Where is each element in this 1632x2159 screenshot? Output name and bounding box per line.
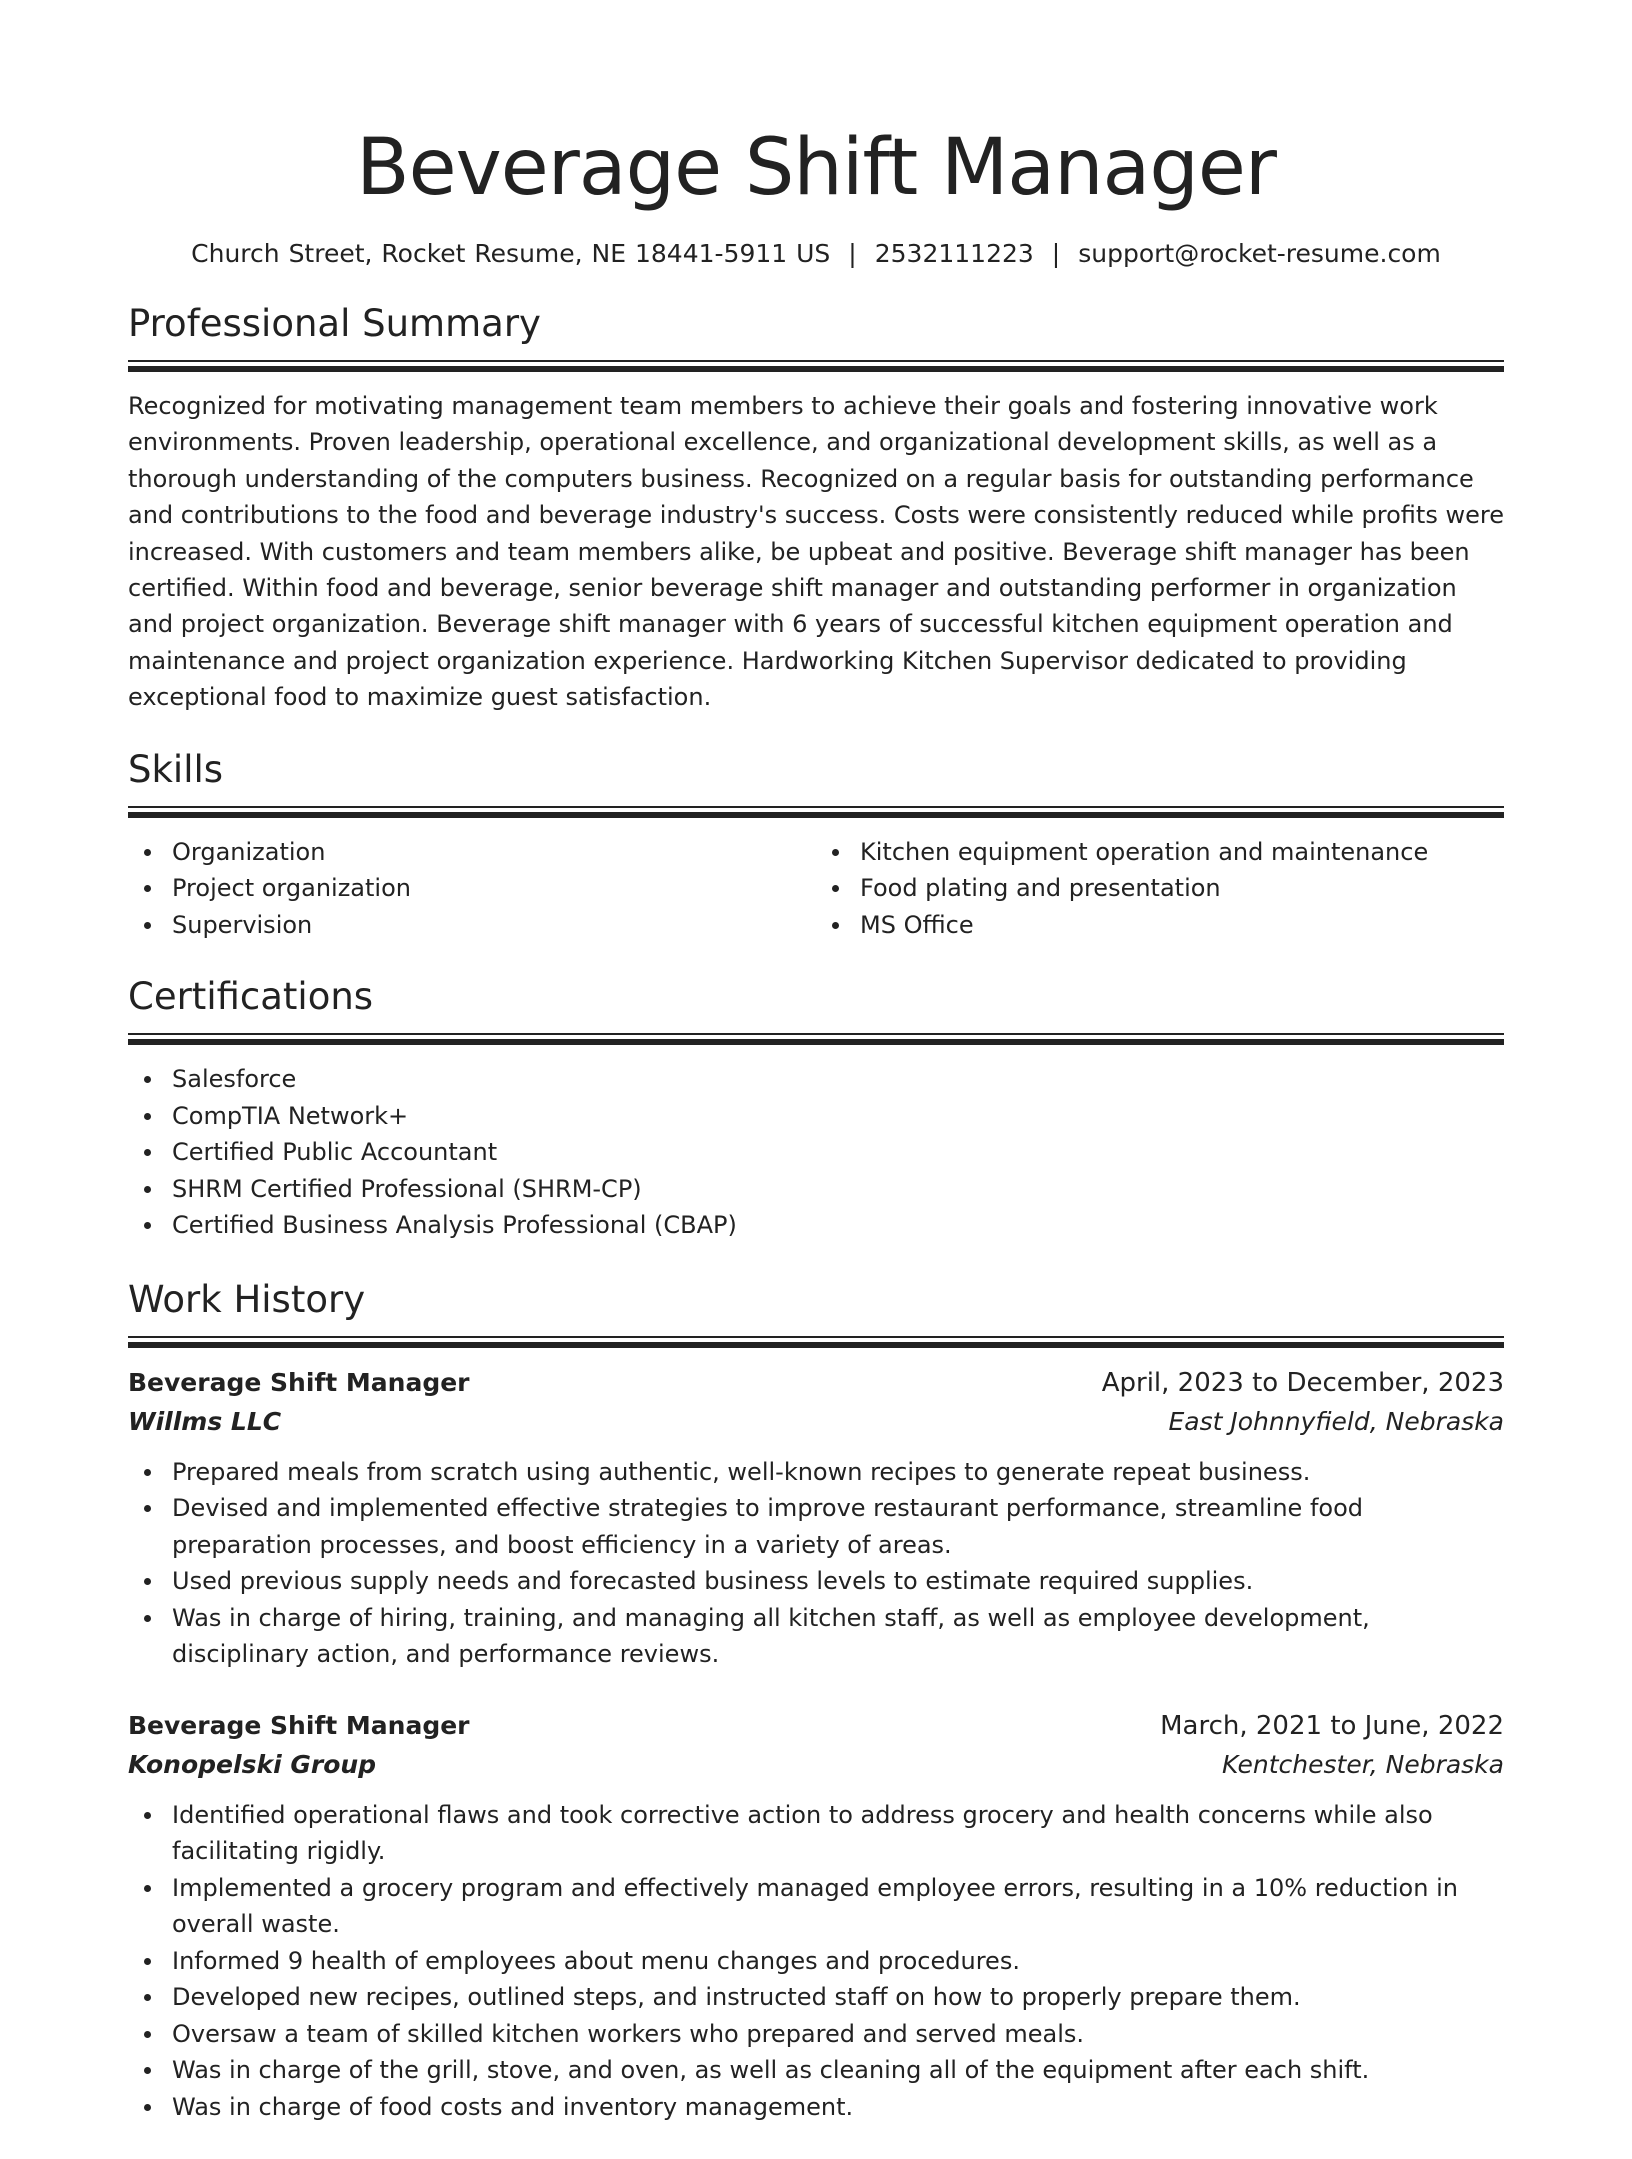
job-bullet: Informed 9 health of employees about menu changes and procedures. [128, 1943, 1504, 1980]
job-company: Willms LLC [128, 1406, 282, 1436]
work-history-section [128, 1274, 1504, 2126]
job-bullet: Identified operational flaws and took corrective action to address grocery and health concerns while also facilitating rigidly. [128, 1797, 1504, 1870]
summary-section [128, 298, 1504, 716]
section-divider [128, 806, 1504, 818]
certification-item: CompTIA Network+ [128, 1098, 1504, 1135]
skill-item: Organization [128, 834, 816, 871]
section-title-summary: Professional Summary [128, 302, 541, 345]
certification-item: Salesforce [128, 1061, 1504, 1098]
certifications-section [128, 971, 1504, 1244]
resume-name: Beverage Shift Manager [356, 123, 1276, 213]
job-dates: March, 2021 to June, 2022 [1160, 1710, 1504, 1741]
summary-text: Recognized for motivating management team members to achieve their goals and fostering innovative work environments. Proven leadership, operational excellence, and organizational development skills, as well as a thorough understanding of the computers business. Recognized on a regular basis for outstanding performance and contributions to the food and beverage industry's success. Costs were consistently reduced while profits were increased. With customers and team members alike, be upbeat and positive. Beverage shift manager has been certified. Within food and beverage, senior beverage shift manager and outstanding performer in organization and project organization. Beverage shift manager with 6 years of successful kitchen equipment operation and maintenance and project organization experience. Hardworking Kitchen Supervisor dedicated to providing exceptional food to maximize guest satisfaction. [128, 392, 1504, 712]
skill-item: Supervision [128, 907, 816, 944]
skill-item: MS Office [816, 907, 1504, 944]
skill-item: Kitchen equipment operation and maintenance [816, 834, 1504, 871]
job-location: Kentchester, Nebraska [1222, 1749, 1504, 1779]
job-entry [128, 1707, 1504, 2126]
section-title-work-history: Work History [128, 1277, 366, 1321]
job-bullet: Prepared meals from scratch using authentic, well-known recipes to generate repeat business. [128, 1454, 1504, 1491]
job-title: Beverage Shift Manager [128, 1710, 470, 1740]
job-title: Beverage Shift Manager [128, 1367, 470, 1397]
job-bullet: Oversaw a team of skilled kitchen workers who prepared and served meals. [128, 2016, 1504, 2053]
job-bullet: Was in charge of the grill, stove, and oven, as well as cleaning all of the equipment after each shift. [128, 2052, 1504, 2089]
section-title-certifications: Certifications [128, 975, 374, 1019]
contact-line [128, 236, 1504, 272]
job-bullet: Was in charge of food costs and inventory management. [128, 2089, 1504, 2126]
section-divider [128, 1336, 1504, 1348]
job-bullet: Devised and implemented effective strategies to improve restaurant performance, streamline food preparation processes, and boost efficiency in a variety of areas. [128, 1490, 1504, 1563]
section-divider [128, 360, 1504, 372]
certification-item: Certified Business Analysis Professional (CBAP) [128, 1207, 1504, 1244]
job-bullet: Used previous supply needs and forecasted business levels to estimate required supplies. [128, 1563, 1504, 1600]
job-dates: April, 2023 to December, 2023 [1101, 1367, 1504, 1398]
skills-column-right [816, 834, 1504, 944]
skills-column-left [128, 834, 816, 944]
contact-separator: | [848, 239, 857, 268]
contact-address: Church Street, Rocket Resume, NE 18441-5911 US [191, 239, 831, 268]
job-location: East Johnnyfield, Nebraska [1168, 1406, 1504, 1436]
section-title-skills: Skills [128, 747, 224, 791]
contact-phone: 2532111223 [874, 239, 1034, 268]
skills-grid [128, 834, 1504, 944]
job-entry [128, 1364, 1504, 1673]
job-bullet: Developed new recipes, outlined steps, and instructed staff on how to properly prepare them. [128, 1979, 1504, 2016]
contact-email: support@rocket-resume.com [1078, 239, 1441, 268]
job-company: Konopelski Group [128, 1749, 377, 1779]
skills-section [128, 744, 1504, 944]
certification-item: Certified Public Accountant [128, 1134, 1504, 1171]
resume-page [128, 118, 1504, 2159]
section-divider [128, 1033, 1504, 1045]
contact-separator: | [1051, 239, 1061, 268]
job-bullet: Was in charge of hiring, training, and managing all kitchen staff, as well as employee development, disciplinary action, and performance reviews. [128, 1600, 1504, 1673]
job-bullet: Implemented a grocery program and effectively managed employee errors, resulting in a 10% reduction in overall waste. [128, 1870, 1504, 1943]
skill-item: Food plating and presentation [816, 870, 1504, 907]
skill-item: Project organization [128, 870, 816, 907]
certification-item: SHRM Certified Professional (SHRM-CP) [128, 1171, 1504, 1208]
